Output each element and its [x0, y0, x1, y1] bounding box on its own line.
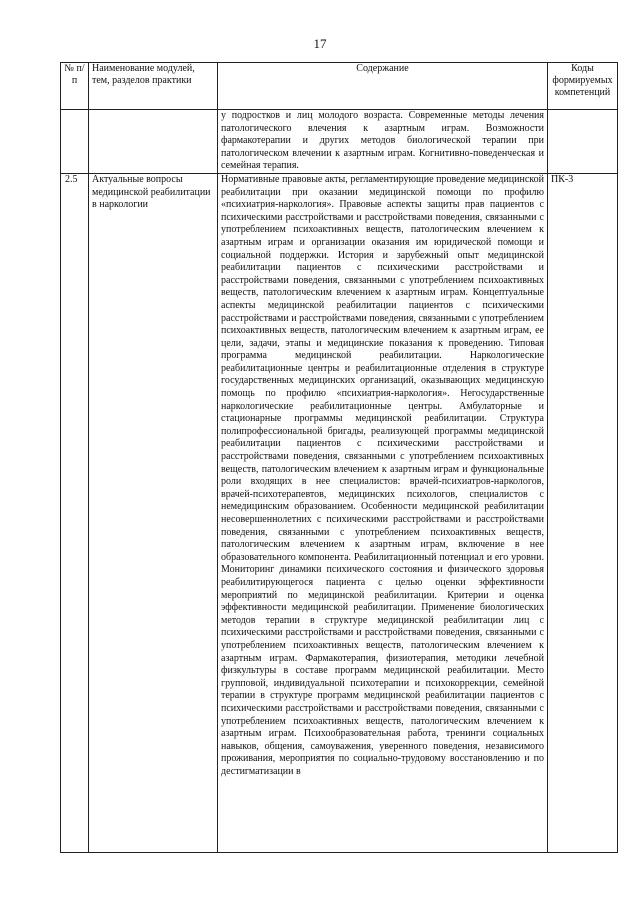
- cell-codes: ПК-3: [548, 173, 618, 852]
- header-num: № п/п: [61, 63, 89, 110]
- cell-num: 2.5: [61, 173, 89, 852]
- header-codes: Коды формируемых компетенций: [548, 63, 618, 110]
- curriculum-table: [60, 62, 618, 853]
- table-row: [61, 173, 618, 852]
- page-number: 17: [313, 36, 327, 51]
- table-header-row: [61, 63, 618, 110]
- cell-name-empty: [89, 110, 218, 174]
- table-row: [61, 110, 618, 174]
- cell-name: Актуальные вопросы медицинской реабилитации в наркологии: [89, 173, 218, 852]
- header-content: Содержание: [218, 63, 548, 110]
- cell-num-empty: [61, 110, 89, 174]
- cell-content-continuation: у подростков и лиц молодого возраста. Современные методы лечения патологического влечения к азартным играм. Возможности фармакотерапии и других методов биологической терапии при патологическом влечении к азартным играм. Когнитивно-поведенческая и семейная терапия.: [218, 110, 548, 174]
- cell-codes-empty: [548, 110, 618, 174]
- header-name: Наименование модулей, тем, разделов практики: [89, 63, 218, 110]
- cell-content: Нормативные правовые акты, регламентирующие проведение медицинской реабилитации при оказании медицинской помощи по профилю «психиатрия-наркология». Правовые аспекты защиты прав пациентов с психическими расстройствами и расстройствами поведения, связанными с употреблением психоактивных веществ, патологическим влечением к азартным играм и организации оказания им юридической помощи и социальной поддержки. История и зарубежный опыт медицинской реабилитации пациентов с психическими расстройствами и расстройствами поведения, связанными с употреблением психоактивных веществ, патологическим влечением к азартным играм. Концептуальные аспекты медицинской реабилитации пациентов с психическими расстройствами и расстройствами поведения, связанными с употреблением психоактивных веществ, патологическим влечением к азартным играм, ее цели, задачи, этапы и медицинские показания к проведению. Типовая программа медицинской реабилитации. Наркологические реабилитационные центры и реабилитационные отделения в структуре государственных медицинских организаций, оказывающих медицинскую помощь по профилю «психиатрия-наркология». Негосударственные наркологические реабилитационные центры. Амбулаторные и стационарные программы медицинской реабилитации. Структура полипрофессиональной бригады, реализующей программы медицинской реабилитации пациентов с психическими расстройствами и расстройствами поведения, связанными с употреблением психоактивных веществ, патологическим влечением к азартным играм и функциональные роли входящих в нее специалистов: врачей-психиатров-наркологов, врачей-психотерапевтов, медицинских психологов, специалистов с немедицинским образованием. Особенности медицинской реабилитации несовершеннолетних с психическими расстройствами и расстройствами поведения, связанными с употреблением психоактивных веществ, патологическим влечением к азартным играм, включение в нее образовательного компонента. Реабилитационный потенциал и его уровни. Мониторинг динамики психического состояния и физического здоровья реабилитирующегося пациента с целью оценки эффективности мероприятий по медицинской реабилитации. Критерии и оценка эффективности медицинской реабилитации. Применение биологических методов терапии в структуре медицинской реабилитации лиц с психическими расстройствами и расстройствами поведения, связанными с употреблением психоактивных веществ, патологическим влечением к азартным играм. Фармакотерапия, физиотерапия, методики лечебной физкультуры в составе программ медицинской реабилитации. Место групповой, индивидуальной психотерапии и психокоррекции, семейной терапии в структуре программ медицинской реабилитации пациентов с психическими расстройствами и расстройствами поведения, связанными с употреблением психоактивных веществ, патологическим влечением к азартным играм. Психообразовательная работа, тренинги социальных навыков, общения, самоуважения, уверенного поведения, независимого проживания, мероприятия по социально-трудовому восстановлению и по дестигматизации в: [218, 173, 548, 852]
